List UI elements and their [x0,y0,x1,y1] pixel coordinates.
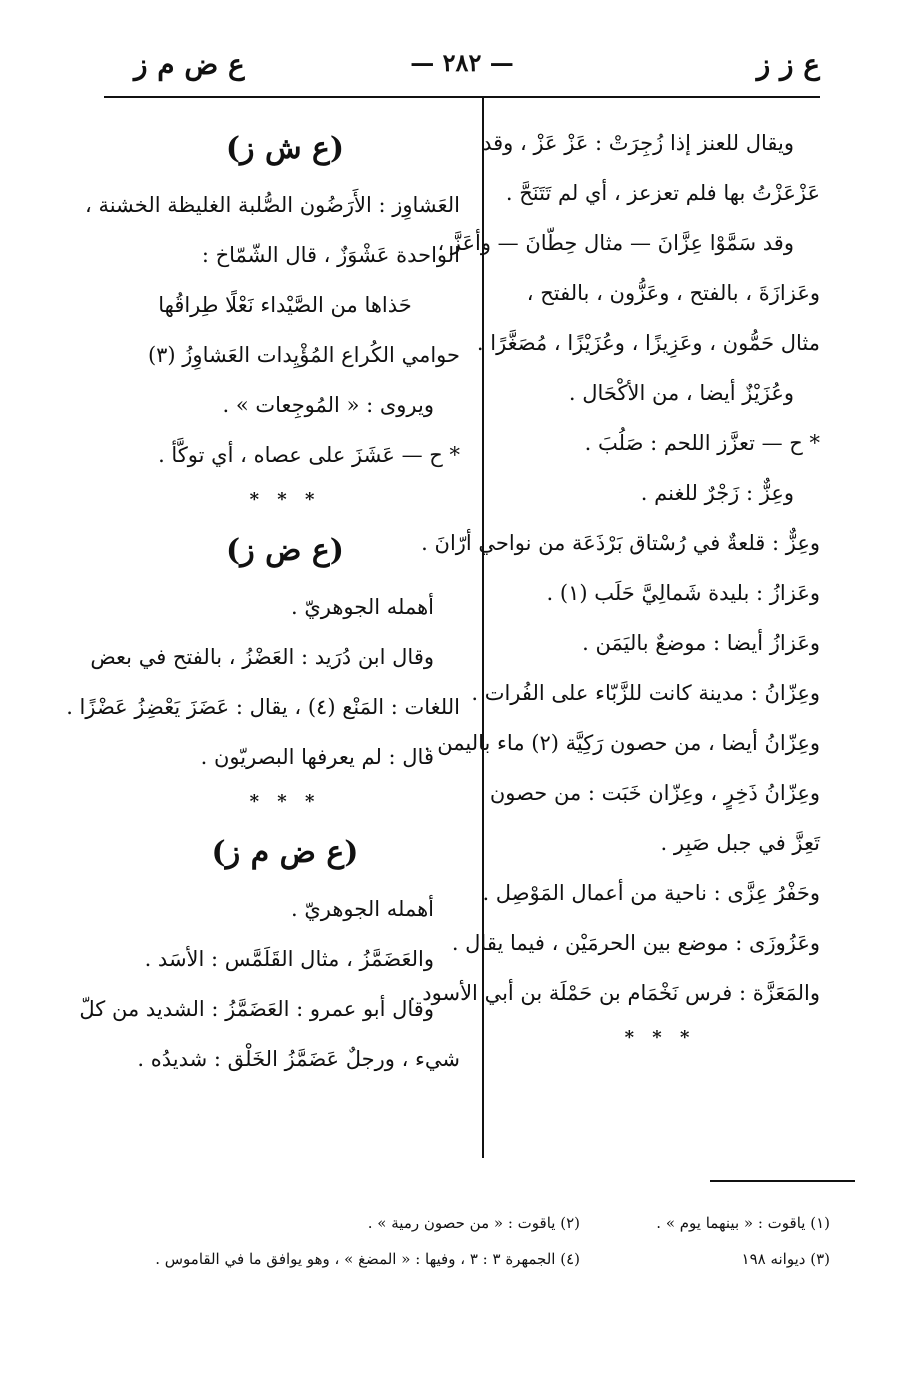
text-line: وعِزّانُ ذَخِرٍ ، وعِزّان خَبَت : من حصون [489,781,820,805]
text-line: وقال أبو عمرو : العَضَمَّزُ : الشديد من كلّ [79,997,434,1021]
footnote-1: (١) ياقوت : « بينهما يوم » . [656,1214,830,1232]
text-line: وعَزازُ : بليدة شَمالِيَّ حَلَب (١) . [546,581,820,605]
text-line: أهمله الجوهريّ . [290,595,434,619]
text-line: وقال ابن دُرَيد : العَضْزُ ، بالفتح في بعض [90,645,434,669]
page-header [104,48,820,88]
right-column [408,118,820,1058]
footnote-2: (٢) ياقوت : « من حصون رمية » . [367,1214,580,1232]
text-line: * ح — عَشَزَ على عصاه ، أي توكَّأ . [158,443,460,467]
header-root-right: ع ز ز [756,48,820,81]
text-line: وعَزازُ أيضا : موضعٌ باليَمَن . [582,631,820,655]
verse-line: حَذاها من الصَّيْداء نَعْلًا طِراقُها [158,293,412,317]
section-divider-stars: * * * [624,1027,696,1048]
entry-heading: (ع ض م ز) [211,835,359,870]
text-line: والمَعَزَّة : فرس نَخْمَام بن حَمْلَة بن أبي الأسود . [408,981,820,1005]
text-line: وعِزّانُ أيضا ، من حصون رَكِيَّة (٢) ماء باليمن . [423,731,820,755]
text-line: العَشاوِز : الأَرَضُون الصُّلبة الغليظة الخشنة ، [85,193,460,217]
text-line: وعِزٌّ : قلعةٌ في رُسْتاق بَرْذَعَة من نواحي أرّانَ . [421,531,820,555]
section-divider-stars: * * * [249,791,321,812]
text-line: وحَفْرُ عِزَّى : ناحية من أعمال المَوْصِل . [482,881,820,905]
footnote-4: (٤) الجمهرة ٣ : ٣ ، وفيها : « المضغ » ، وهو يوافق ما في القاموس . [155,1250,580,1268]
text-line: مثال حَمُّون ، وعَزِيزًا ، وعُزَيْزًا ، مُصَغَّرًا . [476,331,820,355]
text-line: تَعِزَّ في جبل صَبِر . [660,831,820,855]
footnote-rule [710,1180,855,1182]
verse-line: حوامي الكُراع المُؤْيِدات العَشاوِزُ (٣) [147,343,460,367]
text-line: وعِزٌّ : زَجْرٌ للغنم . [640,481,794,505]
footnotes [150,1205,830,1277]
entry-heading: (ع ض ز) [226,533,344,568]
text-line: قال : لم يعرفها البصريّون . [200,745,434,769]
text-line: وعِزّانُ : مدينة كانت للزَّبّاء على الفُرات . [471,681,820,705]
text-line: اللغات : المَنْع (٤) ، يقال : عَضَزَ يَعْضِزُ عَضْزًا . [66,695,460,719]
text-line: * ح — تعزَّز اللحم : صَلُبَ . [584,431,820,455]
text-line: وعَزُوزَى : موضع بين الحرمَيْن ، فيما يقال . [451,931,820,955]
text-line: وقد سَمَّوْا عِزَّانَ — مثال حِطّانَ — وأعَزَّ ، [437,231,794,255]
text-line: والعَضَمَّزُ ، مثال القَلَمَّس : الأسَد . [144,947,434,971]
page-number: — ٢٨٢ — [410,48,514,77]
section-divider-stars: * * * [249,489,321,510]
footnote-row [150,1205,830,1241]
left-column [66,118,460,1084]
text-line: أهمله الجوهريّ . [290,897,434,921]
text-line: ويروى : « المُوجِعات » . [222,393,434,417]
text-line: عَزْعَزْتُ بها فلم تعزعز ، أي لم تَتَنَحَّ . [505,181,820,205]
text-line: الواحدة عَشْوَزٌ ، قال الشّمّاخ : [201,243,460,267]
header-rule [104,96,820,98]
text-line: وعَزازَةَ ، بالفتح ، وعَزُّون ، بالفتح ، [526,281,820,305]
text-line: وعُزَيْزٌ أيضا ، من الأكْحَال . [568,381,794,405]
header-root-left: ع ض م ز [134,48,245,81]
text-line: شيء ، ورجلٌ عَضَمَّزُ الخَلْق : شديدُه . [137,1047,460,1071]
text-line: ويقال للعنز إذا زُجِرَتْ : عَزْ عَزْ ، وقد [482,131,794,155]
entry-heading: (ع ش ز) [225,131,345,166]
footnote-3: (٣) ديوانه ١٩٨ [741,1250,830,1268]
footnote-row [150,1241,830,1277]
